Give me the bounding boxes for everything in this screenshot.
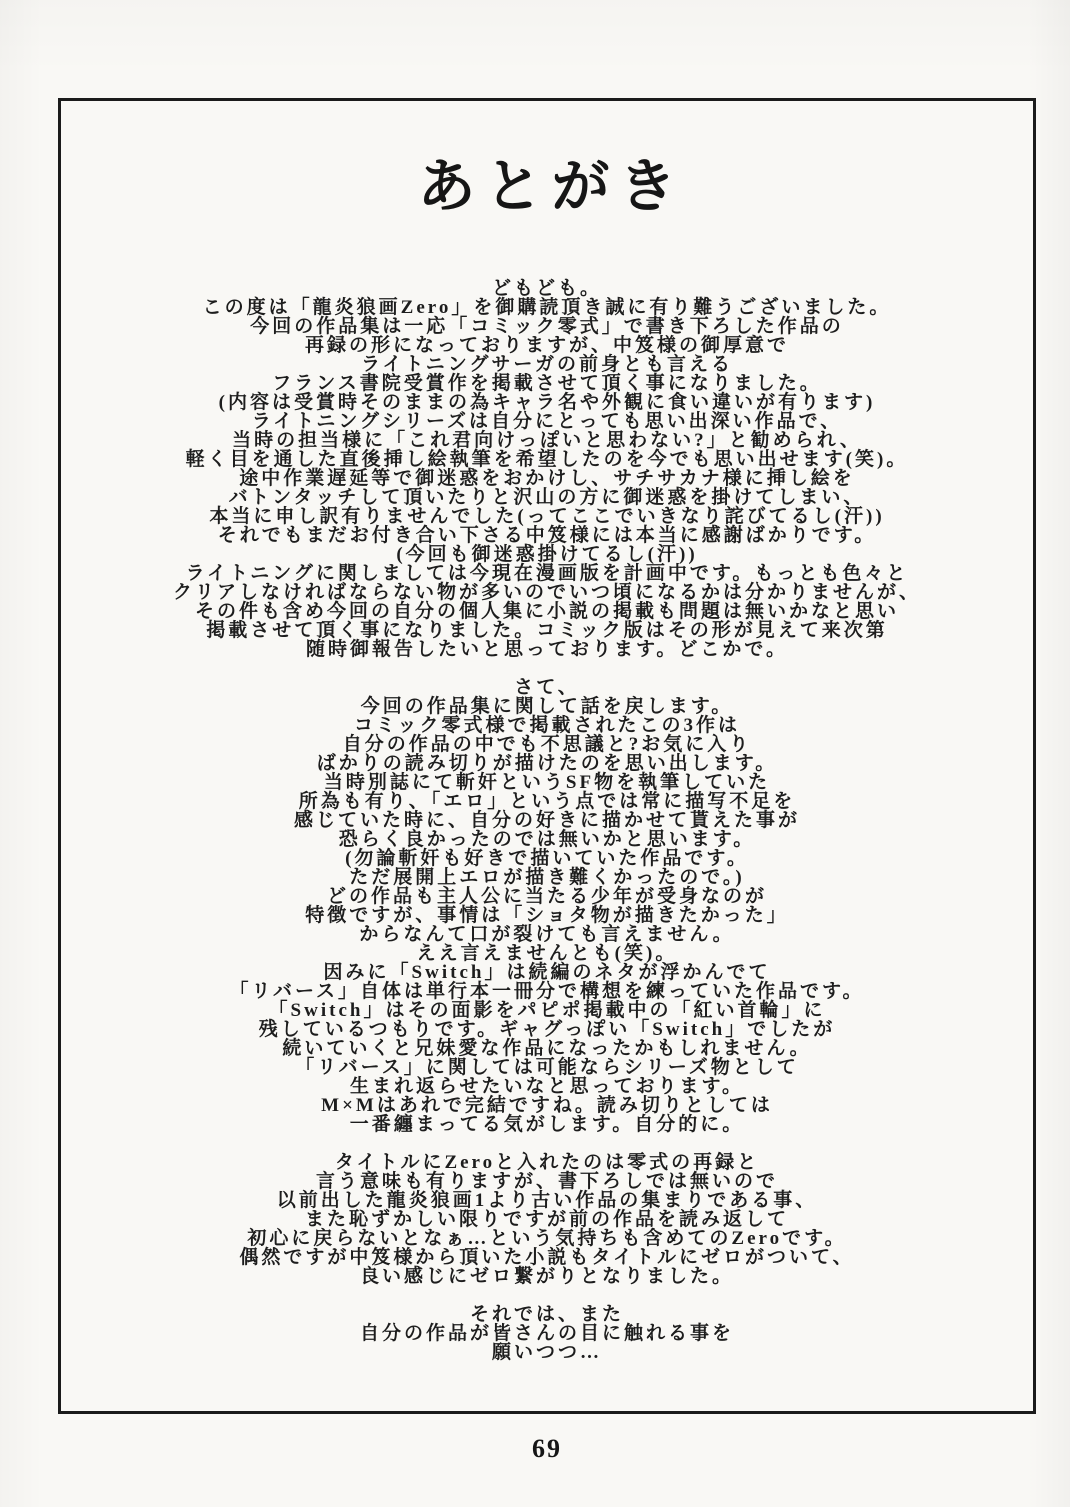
text-line: その件も含め今回の自分の個人集に小説の掲載も問題は無いかなと思い (194, 601, 899, 622)
text-line: 「Switch」はその面影をパピポ掲載中の「紅い首輪」に (268, 1000, 826, 1021)
text-line: からなんて口が裂けても言えません。 (359, 924, 735, 945)
text-line: ライトニングに関しましては今現在漫画版を計画中です。もっとも色々と (185, 563, 909, 584)
text-line: タイトルにZeroと入れたのは零式の再録と (334, 1152, 760, 1173)
text-line: フランス書院受賞作を掲載させて頂く事になりました。 (272, 373, 822, 394)
text-line: 生まれ返らせたいなと思っております。 (350, 1076, 744, 1097)
text-line: どの作品も主人公に当たる少年が受身なのが (326, 886, 767, 907)
afterword-paragraph-1 (61, 279, 1033, 659)
text-line: M×Mはあれで完結ですね。読み切りとしては (321, 1095, 773, 1116)
text-line: 偶然ですが中笈様から頂いた小説もタイトルにゼロがついて、 (239, 1247, 855, 1268)
text-line: ただ展開上エロが描き難くかったので。) (349, 867, 745, 888)
text-line: この度は「龍炎狼画Zero」を御購読頂き誠に有り難うございました。 (202, 297, 892, 318)
text-line: 掲載させて頂く事になりました。コミック版はその形が見えて来次第 (206, 620, 888, 641)
text-line: 言う意味も有りますが、書下ろしでは無いので (315, 1171, 778, 1192)
text-line: 感じていた時に、自分の好きに描かせて貰えた事が (293, 810, 800, 831)
text-line: また恥ずかしい限りですが前の作品を読み返して (304, 1209, 789, 1230)
text-line: 初心に戻らないとなぁ…という気持ちも含めてのZeroです。 (247, 1228, 847, 1249)
page-border-frame (58, 98, 1036, 1414)
text-line: 当時別誌にて斬奸というSF物を執筆していた (323, 772, 771, 793)
afterword-text (61, 279, 1033, 1362)
page-title: あとがき (417, 154, 686, 219)
text-line: (内容は受賞時そのままの為キャラ名や外観に食い違いが有ります) (218, 392, 876, 413)
text-line: それでは、また (469, 1304, 624, 1325)
text-line: 随時御報告したいと思っております。どこかで。 (305, 639, 789, 660)
text-line: 再録の形になっておりますが、中笈様の御厚意で (304, 335, 789, 356)
text-line: 自分の作品の中でも不思議と?お気に入り (342, 734, 752, 755)
text-line: クリアしなければならない物が多いのでいつ頃になるかは分かりませんが、 (172, 582, 921, 603)
text-line: ええ言えませんとも(笑)。 (416, 943, 678, 964)
text-line: ライトニングシリーズは自分にとっても思い出深い作品で、 (251, 411, 843, 432)
text-line: 当時の担当様に「これ君向けっぽいと思わない?」と勧められ、 (232, 430, 862, 451)
text-line: (勿論斬奸も好きで描いていた作品です。 (345, 848, 749, 869)
text-line: 自分の作品が皆さんの目に触れる事を (359, 1323, 734, 1344)
afterword-paragraph-2 (61, 678, 1033, 1134)
text-line: コミック零式様で掲載されたこの3作は (353, 715, 741, 736)
text-line: 「リバース」自体は単行本一冊分で構想を練っていた作品です。 (229, 981, 865, 1002)
text-line: 因みに「Switch」は続編のネタが浮かんでて (323, 962, 771, 983)
text-line: (今回も御迷惑掛けてるし(汗)) (396, 544, 698, 565)
text-line: 良い感じにゼロ繋がりとなりました。 (359, 1266, 734, 1287)
afterword-paragraph-3 (61, 1153, 1033, 1286)
text-line: 今回の作品集は一応「コミック零式」で書き下ろした作品の (250, 316, 844, 337)
text-line: 「リバース」に関しては可能ならシリーズ物として (295, 1057, 799, 1078)
text-line: 願いつつ… (491, 1342, 602, 1363)
afterword-paragraph-4 (61, 1305, 1033, 1362)
text-line: 軽く目を通した直後挿し絵執筆を希望したのを今でも思い出せます(笑)。 (185, 449, 909, 470)
text-line: 所為も有り、「エロ」という点では常に描写不足を (298, 791, 796, 812)
text-line: 恐らく良かったのでは無いかと思います。 (338, 829, 756, 850)
text-line: 以前出した龍炎狼画1より古い作品の集まりである事、 (276, 1190, 818, 1211)
text-line: 一番纏まってる気がします。自分的に。 (349, 1114, 745, 1135)
text-line: 続いていくと兄妹愛な作品になったかもしれません。 (282, 1038, 812, 1059)
text-line: 残しているつもりです。ギャグっぽい「Switch」でしたが (258, 1019, 836, 1040)
text-line: 本当に申し訳有りませんでした(ってここでいきなり詫びてるし(汗)) (209, 506, 885, 527)
text-line: それでもまだお付き合い下さる中笈様には本当に感謝ばかりです。 (217, 525, 877, 546)
text-line: 今回の作品集に関して話を戻します。 (360, 696, 734, 717)
page-number: 69 (532, 1434, 562, 1463)
text-line: バトンタッチして頂いたりと沢山の方に御迷惑を掛けてしまい、 (228, 487, 866, 508)
text-line: 途中作業遅延等で御迷惑をおかけし、サチサカナ様に挿し絵を (239, 468, 855, 489)
text-line: さて、 (514, 677, 580, 698)
text-line: 特徴ですが、事情は「ショタ物が描きたかった」 (305, 905, 789, 926)
text-line: どもども。 (491, 278, 602, 299)
text-line: ばかりの読み切りが描けたのを思い出します。 (316, 753, 778, 774)
text-line: ライトニングサーガの前身とも言える (361, 354, 733, 375)
